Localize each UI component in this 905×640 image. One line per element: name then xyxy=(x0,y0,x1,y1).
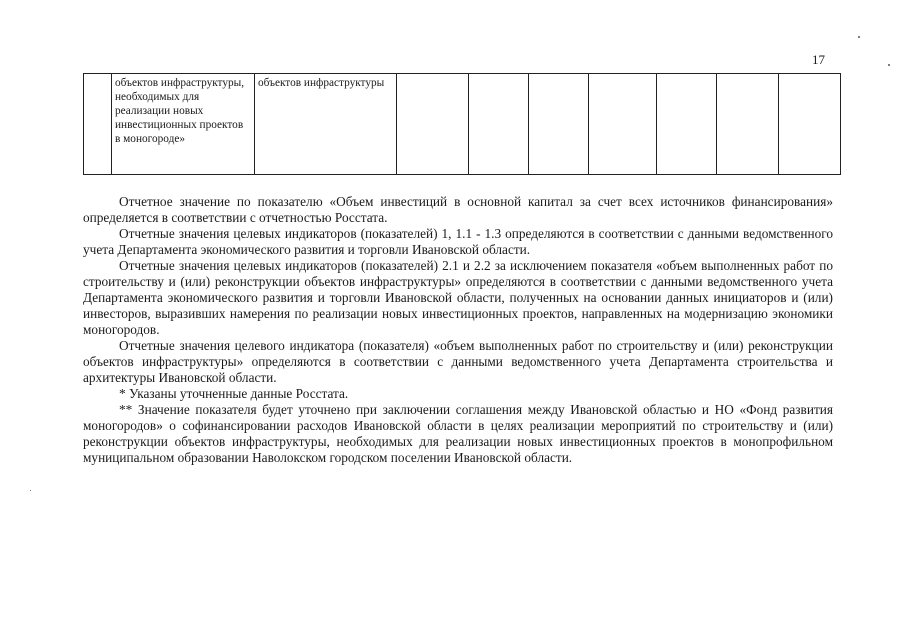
paragraph: Отчетные значения целевых индикаторов (показателей) 1, 1.1 - 1.3 определяются в соответствии с данными ведомственного учета Департамента экономического развития и торговли Ивановской области. xyxy=(83,226,833,257)
paragraph: Отчетные значения целевого индикатора (показателя) «объем выполненных работ по строительству и (или) реконструкции объектов инфраструктуры» определяются в соответствии с данными ведомственного учета Департамента строительства и архитектуры Ивановской области. xyxy=(83,338,833,385)
table-row xyxy=(84,74,841,175)
page-number: 17 xyxy=(812,52,825,67)
footnote: * Указаны уточненные данные Росстата. xyxy=(119,386,349,401)
table-cell xyxy=(657,74,717,175)
footnote: ** Значение показателя будет уточнено при заключении соглашения между Ивановской областью и НО «Фонд развития моногородов» о софинансировании расходов Ивановской области в целях реализации мероприятий по строительству и (или) реконструкции объектов инфраструктуры, необходимых для реализации новых инвестиционных проектов в монопрофильном муниципальном образовании Наволокском городском поселении Ивановской области. xyxy=(83,402,833,465)
scan-speck xyxy=(888,64,890,66)
table-cell xyxy=(529,74,589,175)
table-cell-indicator-name: объектов инфраструктуры, необходимых для реализации новых инвестиционных проектов в моногороде» xyxy=(112,74,255,175)
table-cell xyxy=(779,74,841,175)
paragraph: Отчетные значения целевых индикаторов (показателей) 2.1 и 2.2 за исключением показателя «объем выполненных работ по строительству и (или) реконструкции объектов инфраструктуры» определяются в соответствии с данными ведомственного учета Департамента экономического развития и торговли Ивановской области, полученных на основании данных инициаторов и (или) инвесторов, выразивших намерения по реализации новых инвестиционных проектов, направленных на модернизацию экономики моногородов. xyxy=(83,258,833,337)
table-cell-unit: объектов инфраструктуры xyxy=(255,74,397,175)
paragraph: Отчетное значение по показателю «Объем инвестиций в основной капитал за счет всех источников финансирования» определяется в соответствии с отчетностью Росстата. xyxy=(83,194,833,225)
table-cell xyxy=(397,74,469,175)
table-cell xyxy=(717,74,779,175)
document-body xyxy=(83,194,833,466)
indicator-table-fragment xyxy=(83,73,841,175)
table-cell xyxy=(84,74,112,175)
table-cell xyxy=(469,74,529,175)
table-cell xyxy=(589,74,657,175)
scan-speck xyxy=(858,36,860,38)
scan-speck xyxy=(30,490,31,491)
